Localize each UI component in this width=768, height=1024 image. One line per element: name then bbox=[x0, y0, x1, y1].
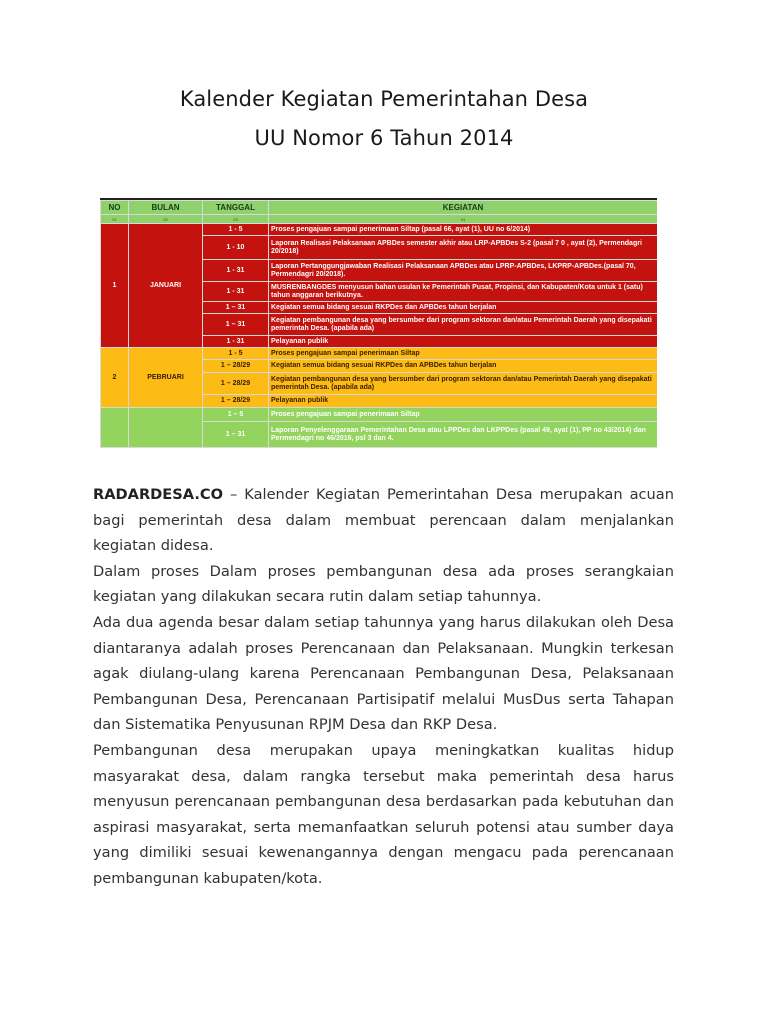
month-name bbox=[129, 408, 203, 448]
month-name: PEBRUARI bbox=[129, 348, 203, 408]
header-index: 02 bbox=[129, 215, 203, 224]
article-source: RADARDESA.CO bbox=[93, 486, 223, 503]
date-cell: 1 - 31 bbox=[203, 336, 269, 348]
activity-cell: Kegiatan pembangunan desa yang bersumber dari program sektoran dan/atau Pemerintah Daerah yang disepakati pemerintah Desa. (apabila ada) bbox=[269, 314, 658, 336]
activity-cell: Pelayanan publik bbox=[269, 336, 658, 348]
month-number: 1 bbox=[101, 224, 129, 348]
header-bulan: BULAN bbox=[129, 201, 203, 215]
activity-cell: Kegiatan semua bidang sesuai RKPDes dan APBDes tahun berjalan bbox=[269, 360, 658, 373]
header-index: 01 bbox=[101, 215, 129, 224]
date-cell: 1 - 5 bbox=[203, 348, 269, 360]
date-cell: 1 - 10 bbox=[203, 236, 269, 260]
date-cell: 1 - 31 bbox=[203, 282, 269, 302]
month-number: 2 bbox=[101, 348, 129, 408]
header-kegiatan: KEGIATAN bbox=[269, 201, 658, 215]
header-index: 03 bbox=[203, 215, 269, 224]
document-subtitle: UU Nomor 6 Tahun 2014 bbox=[254, 126, 514, 150]
article-paragraph-1 bbox=[93, 482, 674, 559]
header-index: 04 bbox=[269, 215, 658, 224]
date-cell: 1 – 28/29 bbox=[203, 395, 269, 408]
date-cell: 1 - 5 bbox=[203, 224, 269, 236]
activity-cell: MUSRENBANGDES menyusun bahan usulan ke Pemerintah Pusat, Propinsi, dan Kabupaten/Kota untuk 1 (satu) tahun anggaran berikutnya. bbox=[269, 282, 658, 302]
date-cell: 1 – 28/29 bbox=[203, 373, 269, 395]
activity-cell: Proses pengajuan sampai penerimaan Siltap bbox=[269, 408, 658, 422]
date-cell: 1 – 31 bbox=[203, 314, 269, 336]
article-paragraph-1-text: – Kalender Kegiatan Pemerintahan Desa merupakan acuan bagi pemerintah desa dalam membuat perencaan dalam menjalankan kegiatan didesa. bbox=[93, 486, 674, 555]
activity-cell: Proses pengajuan sampai penerimaan Siltap (pasal 66, ayat (1), UU no 6/2014) bbox=[269, 224, 658, 236]
date-cell: 1 – 5 bbox=[203, 408, 269, 422]
activity-cell: Proses pengajuan sampai penerimaan Siltap bbox=[269, 348, 658, 360]
calendar-table-image bbox=[100, 198, 657, 459]
article-body bbox=[93, 482, 674, 892]
calendar-table bbox=[100, 200, 657, 448]
article-paragraph-4: Pembangunan desa merupakan upaya meningkatkan kualitas hidup masyarakat desa, dalam rangka tersebut maka pemerintah desa harus menyusun perencanaan pembangunan desa berdasarkan pada kebutuhan dan aspirasi masyarakat, serta memanfaatkan seluruh potensi atau sumber daya yang dimiliki sesuai kewenangannya dengan mengacu pada perencanaan pembangunan kabupaten/kota. bbox=[93, 741, 674, 887]
header-tanggal: TANGGAL bbox=[203, 201, 269, 215]
activity-cell: Kegiatan semua bidang sesuai RKPDes dan APBDes tahun berjalan bbox=[269, 302, 658, 314]
date-cell: 1 – 31 bbox=[203, 302, 269, 314]
month-number bbox=[101, 408, 129, 448]
month-name: JANUARI bbox=[129, 224, 203, 348]
date-cell: 1 - 31 bbox=[203, 260, 269, 282]
activity-cell: Pelayanan publik bbox=[269, 395, 658, 408]
activity-cell: Kegiatan pembangunan desa yang bersumber dari program sektoran dan/atau Pemerintah Daerah yang disepakati pemerintah Desa. (apabila ada) bbox=[269, 373, 658, 395]
activity-cell: Laporan Realisasi Pelaksanaan APBDes semester akhir atau LRP-APBDes S-2 (pasal 7 0 , ayat (2), Permendagri 20/2018) bbox=[269, 236, 658, 260]
document-title: Kalender Kegiatan Pemerintahan Desa bbox=[179, 87, 589, 111]
header-no: NO bbox=[101, 201, 129, 215]
article-paragraph-2: Dalam proses Dalam proses pembangunan desa ada proses serangkaian kegiatan yang dilakukan secara rutin dalam setiap tahunnya. bbox=[93, 562, 674, 606]
activity-cell: Laporan Pertanggungjawaban Realisasi Pelaksanaan APBDes atau LPRP-APBDes, LKPRP-APBDes.(pasal 70, Permendagri 20/2018). bbox=[269, 260, 658, 282]
article-paragraph-3: Ada dua agenda besar dalam setiap tahunnya yang harus dilakukan oleh Desa diantaranya adalah proses Perencanaan dan Pelaksanaan. Mungkin terkesan agak diulang-ulang karena Perencanaan Pembangunan Desa, Pelaksanaan Pembangunan Desa, Perencanaan Partisipatif melalui MusDus serta Tahapan dan Sistematika Penyusunan RPJM Desa dan RKP Desa. bbox=[93, 613, 674, 734]
date-cell: 1 – 28/29 bbox=[203, 360, 269, 373]
activity-cell: Laporan Penyelenggaraan Pemerintahan Desa atau LPPDes dan LKPPDes (pasal 49, ayat (1), PP no 43/2014) dan Permendagri no 46/2016, psl 3 dan 4. bbox=[269, 422, 658, 448]
date-cell: 1 – 31 bbox=[203, 422, 269, 448]
